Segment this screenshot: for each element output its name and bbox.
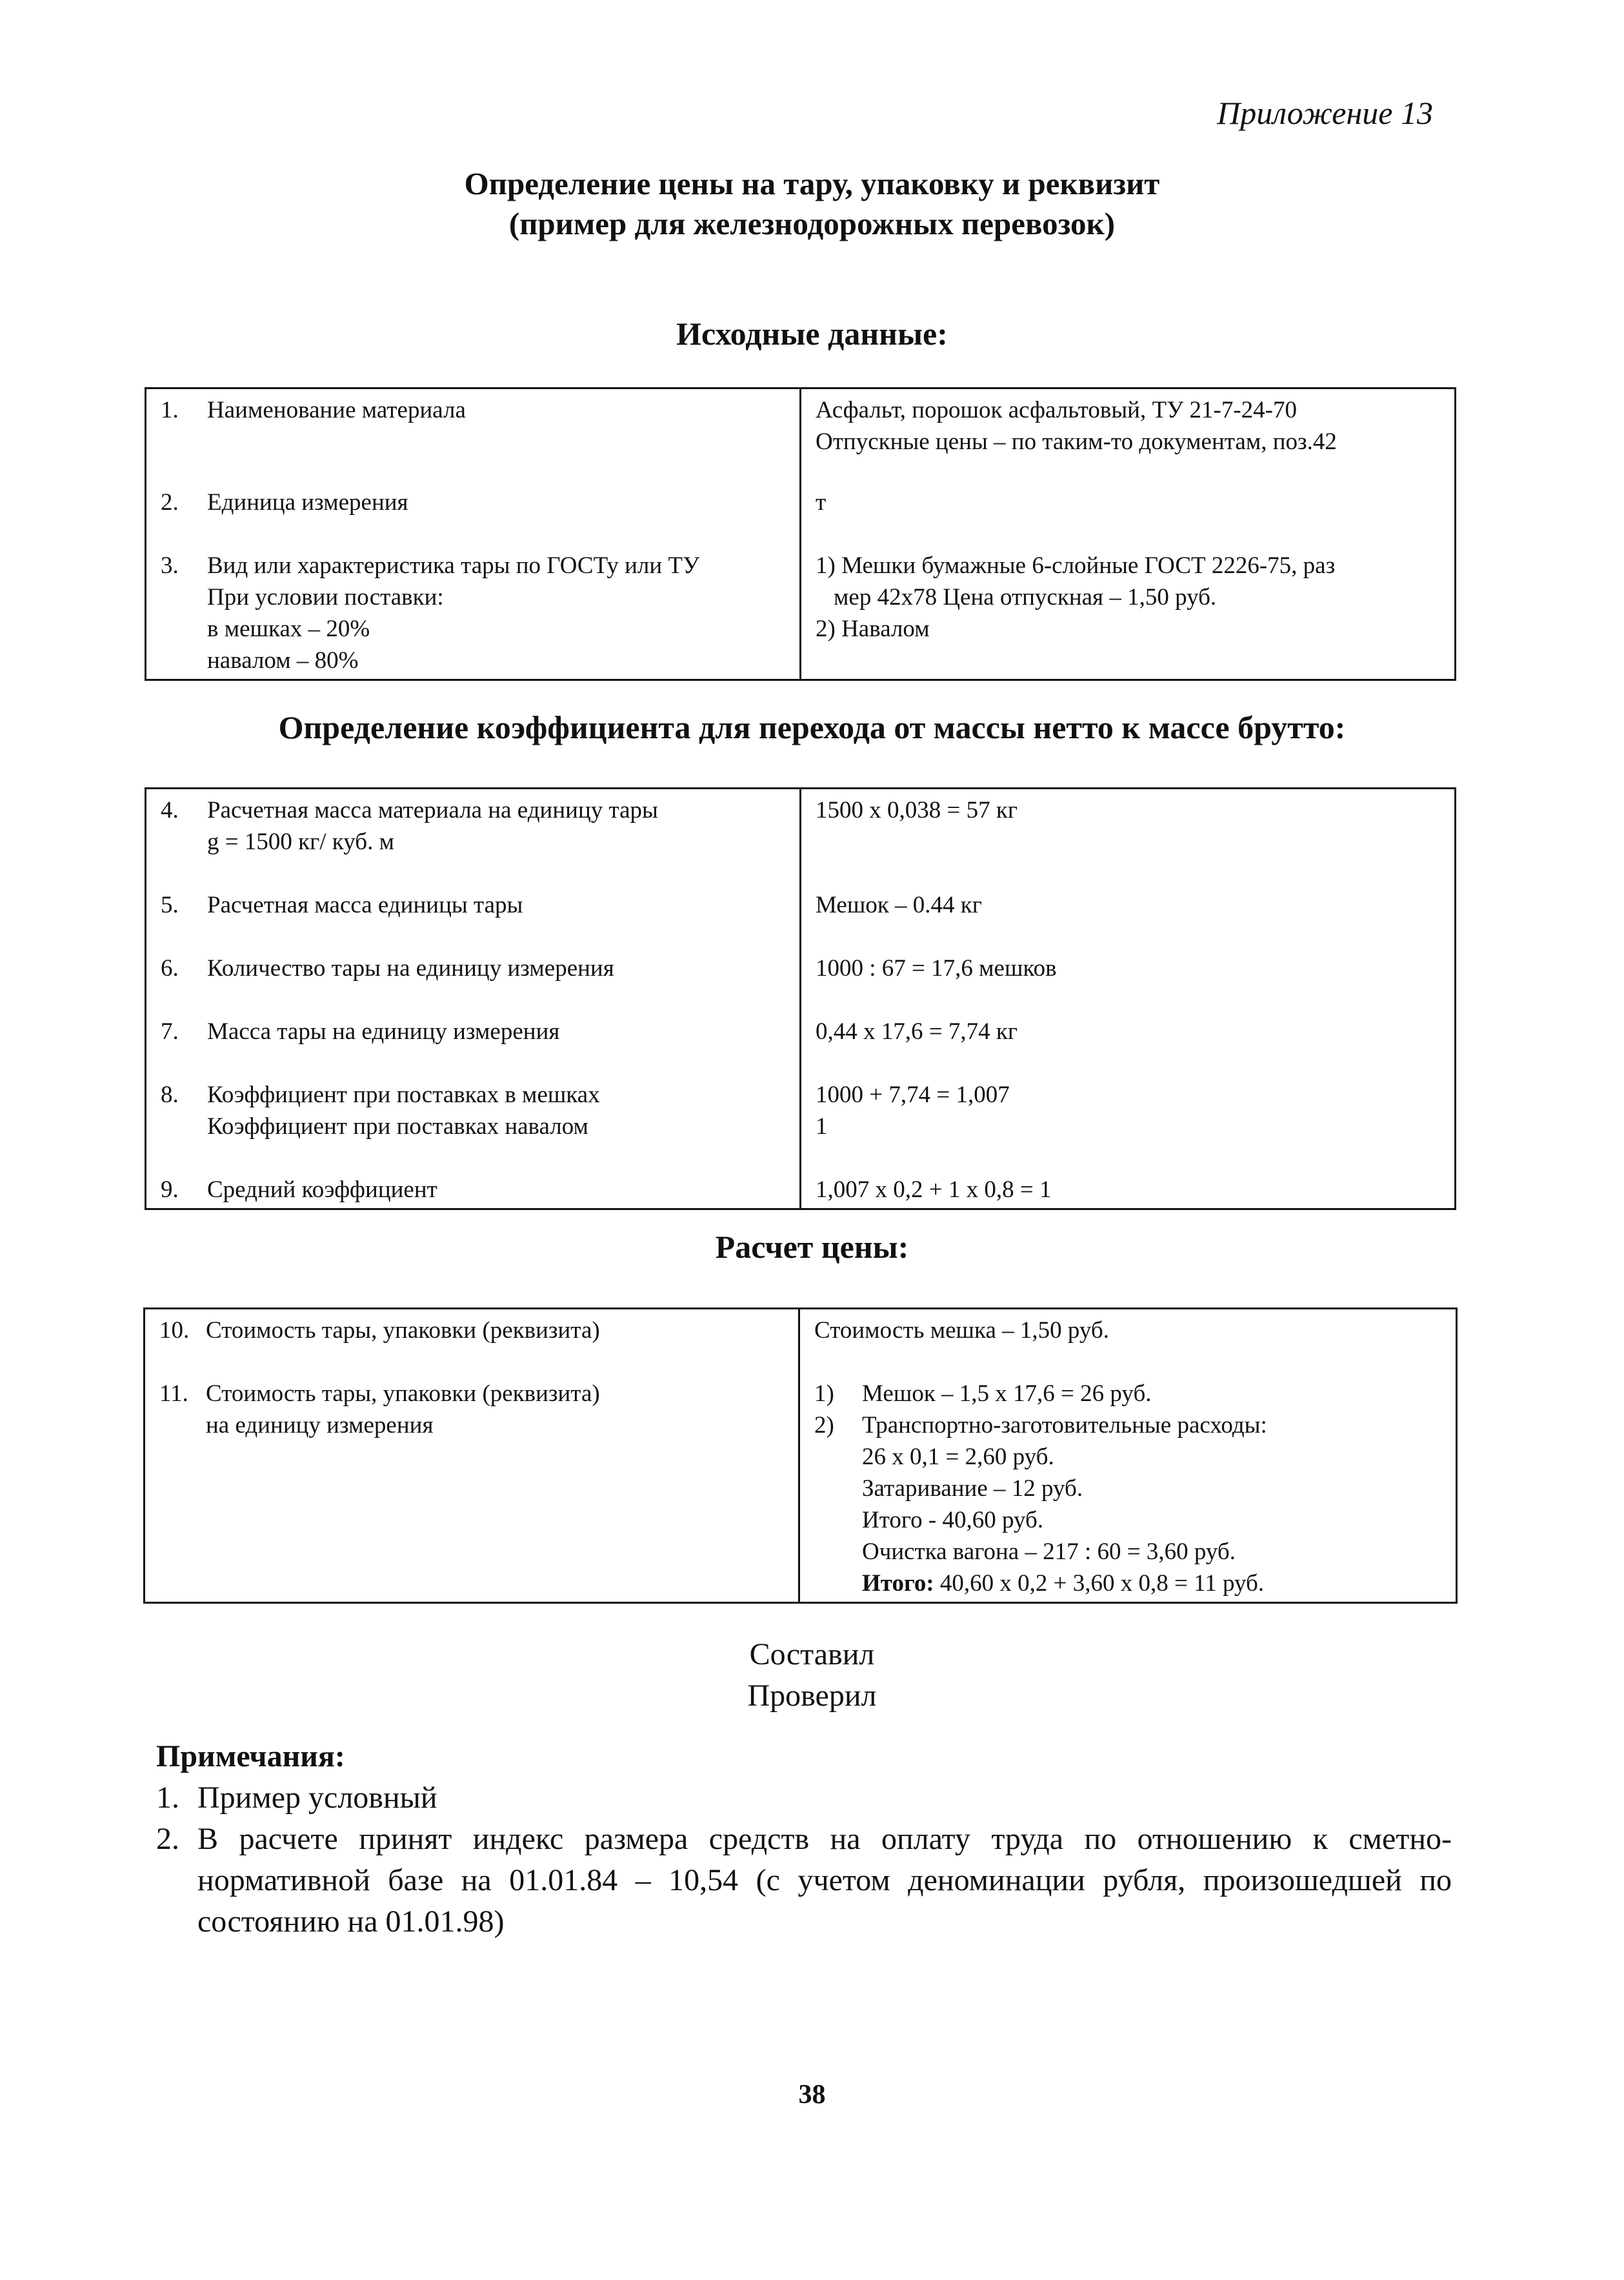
row-number: 8. <box>161 1082 179 1108</box>
section3-heading: Расчет цены: <box>715 1229 909 1265</box>
row-label: Коэффициент при поставках навалом <box>207 1113 588 1140</box>
table-row <box>145 1309 1457 1603</box>
row-label: на единицу измерения <box>206 1412 434 1438</box>
row-label: Наименование материала <box>207 397 466 423</box>
row-label: Расчетная масса единицы тары <box>207 892 523 918</box>
row-value: Мешок – 0.44 кг <box>816 892 982 918</box>
coefficient-table <box>145 787 1456 1210</box>
row-value: мер 42х78 Цена отпускная – 1,50 руб. <box>834 584 1217 610</box>
item-line: Затаривание – 12 руб. <box>862 1475 1083 1502</box>
row-number: 2. <box>161 489 179 516</box>
compiled-by-label: Составил <box>749 1637 875 1671</box>
item-line: Итого - 40,60 руб. <box>862 1507 1044 1533</box>
table-cell-right <box>799 1309 1457 1603</box>
row-value: 1,007 х 0,2 + 1 х 0,8 = 1 <box>816 1176 1052 1203</box>
appendix-label: Приложение 13 <box>1217 95 1433 131</box>
row-number: 7. <box>161 1018 179 1045</box>
note-number: 1. <box>156 1781 179 1815</box>
row-label: навалом – 80% <box>207 647 359 674</box>
item-number: 2) <box>814 1412 834 1438</box>
row-value: 0,44 х 17,6 = 7,74 кг <box>816 1018 1018 1045</box>
row-number: 6. <box>161 955 179 982</box>
note-item <box>156 1777 1452 1819</box>
table-row <box>146 388 1456 680</box>
source-data-table-body <box>145 387 1456 681</box>
row-value: Асфальт, порошок асфальтовый, ТУ 21-7-24-70 <box>816 397 1297 423</box>
notes-title: Примечания: <box>156 1739 345 1773</box>
row-number: 10. <box>159 1317 190 1344</box>
item-line: Очистка вагона – 217 : 60 = 3,60 руб. <box>862 1538 1236 1565</box>
section1-heading: Исходные данные: <box>676 316 948 352</box>
row-label: g = 1500 кг/ куб. м <box>207 829 395 855</box>
row-number: 11. <box>159 1380 188 1407</box>
total-line <box>814 1568 1449 1599</box>
table-cell-left <box>146 789 801 1209</box>
list-item <box>814 1409 1449 1441</box>
row-value: 1000 : 67 = 17,6 мешков <box>816 955 1057 982</box>
table-cell-right <box>801 789 1456 1209</box>
row-label: в мешках – 20% <box>207 616 370 642</box>
note-text: В расчете принят индекс размера средств на оплату труда по отношению к сметно-нормативной базе на 01.01.84 – 10,54 (с учетом деноминации рубля, произошедшей по состоянию на 01.01.98) <box>197 1822 1452 1939</box>
item-line: 26 х 0,1 = 2,60 руб. <box>862 1444 1054 1470</box>
item-number: 1) <box>814 1380 834 1407</box>
row-label: Средний коэффициент <box>207 1176 437 1203</box>
row-number: 4. <box>161 797 179 823</box>
row-number: 3. <box>161 552 179 579</box>
row-label: Стоимость тары, упаковки (реквизита) <box>206 1317 600 1344</box>
note-item <box>156 1819 1452 1942</box>
row-value: 2) Навалом <box>816 616 930 642</box>
item-text: Мешок – 1,5 х 17,6 = 26 руб. <box>862 1380 1152 1407</box>
row-label: Единица измерения <box>207 489 408 516</box>
row-value: т <box>816 489 827 516</box>
signoff-block <box>0 1634 1624 1717</box>
row-label: Стоимость тары, упаковки (реквизита) <box>206 1380 600 1407</box>
note-number: 2. <box>156 1822 179 1856</box>
title-line-1: Определение цены на тару, упаковку и реквизит <box>464 166 1160 201</box>
price-calculation-table <box>143 1307 1458 1604</box>
row-label: При условии поставки: <box>207 584 444 610</box>
list-item <box>814 1378 1449 1409</box>
checked-by-label: Проверил <box>747 1679 877 1713</box>
section2-heading: Определение коэффициента для перехода от массы нетто к массе брутто: <box>278 709 1346 745</box>
document-title <box>0 164 1624 244</box>
row-label: Расчетная масса материала на единицу тары <box>207 797 658 823</box>
table-cell-left <box>145 1309 799 1603</box>
row-label: Вид или характеристика тары по ГОСТу или ТУ <box>207 552 700 579</box>
row-value: 1) Мешки бумажные 6-слойные ГОСТ 2226-75, раз <box>816 552 1336 579</box>
row-value: Отпускные цены – по таким-то документам, поз.42 <box>816 429 1337 455</box>
row-label: Коэффициент при поставках в мешках <box>207 1082 600 1108</box>
note-text: Пример условный <box>197 1781 437 1815</box>
table-row <box>146 789 1456 1209</box>
notes-block <box>156 1736 1452 1942</box>
total-label: Итого: <box>862 1570 934 1597</box>
row-value: 1500 х 0,038 = 57 кг <box>816 797 1018 823</box>
page-number: 38 <box>798 2080 826 2110</box>
row-value: 1 <box>816 1113 828 1140</box>
row-number: 5. <box>161 892 179 918</box>
title-line-2: (пример для железнодорожных перевозок) <box>508 206 1116 241</box>
row-label: Масса тары на единицу измерения <box>207 1018 560 1045</box>
row-value: Стоимость мешка – 1,50 руб. <box>814 1317 1109 1344</box>
total-value: 40,60 х 0,2 + 3,60 х 0,8 = 11 руб. <box>934 1570 1265 1597</box>
row-number: 1. <box>161 397 179 423</box>
row-value: 1000 + 7,74 = 1,007 <box>816 1082 1010 1108</box>
row-label: Количество тары на единицу измерения <box>207 955 614 982</box>
item-text: Транспортно-заготовительные расходы: <box>862 1412 1267 1438</box>
row-number: 9. <box>161 1176 179 1203</box>
table-cell-right <box>801 388 1456 680</box>
table-cell-left <box>146 388 801 680</box>
